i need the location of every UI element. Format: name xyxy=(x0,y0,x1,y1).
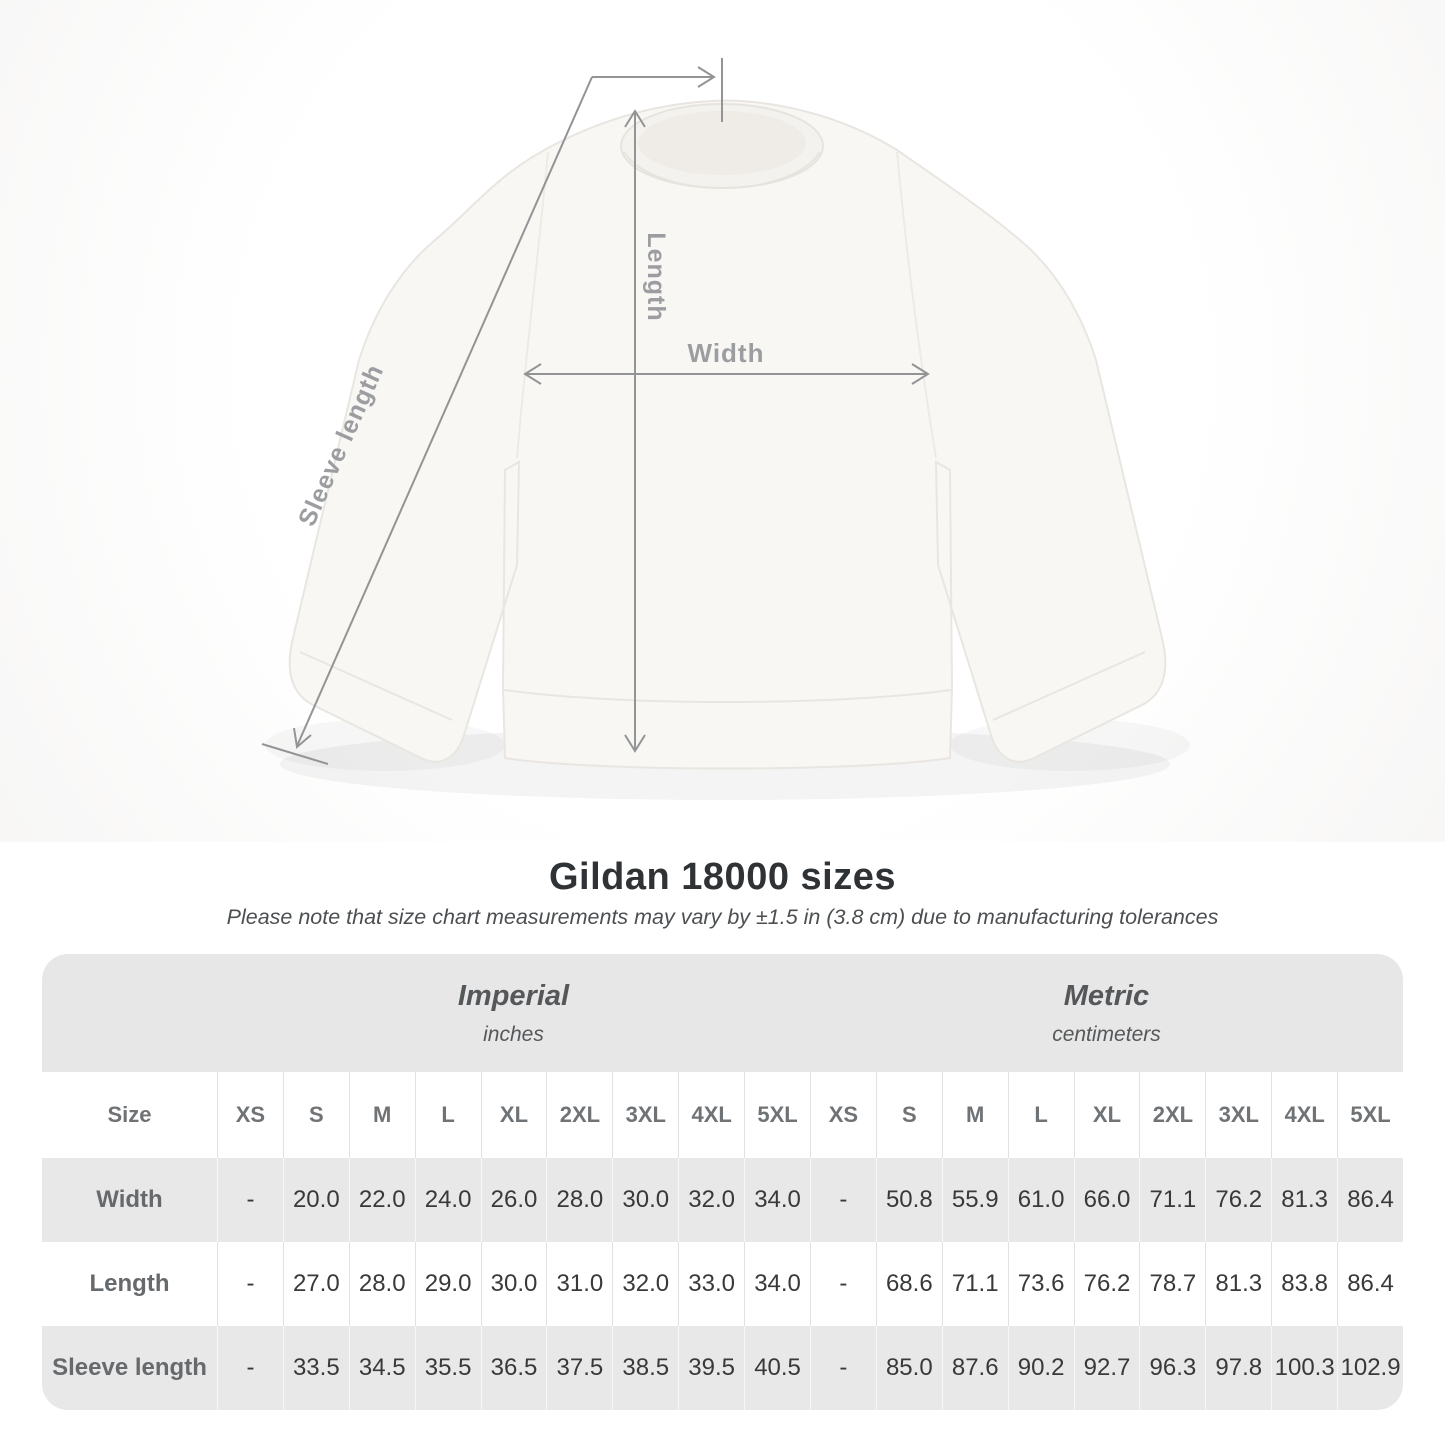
cell-width-imperial: 22.0 xyxy=(349,1158,415,1242)
row-label-length: Length xyxy=(89,1270,170,1297)
size-col-header: 2XL xyxy=(546,1072,612,1158)
imperial-label: Imperial xyxy=(457,979,570,1012)
cell-width-imperial: 30.0 xyxy=(612,1158,678,1242)
cell-width-metric: - xyxy=(810,1158,876,1242)
size-col-header: S xyxy=(283,1072,349,1158)
size-col-header: M xyxy=(349,1072,415,1158)
cell-sleeve-metric: 92.7 xyxy=(1074,1326,1140,1410)
cell-sleeve-metric: 100.3 xyxy=(1271,1326,1337,1410)
size-col-header: 4XL xyxy=(678,1072,744,1158)
cell-sleeve-metric: 85.0 xyxy=(876,1326,942,1410)
cell-width-imperial: 26.0 xyxy=(481,1158,547,1242)
size-col-header: L xyxy=(1008,1072,1074,1158)
metric-label: Metric xyxy=(1063,979,1150,1012)
cell-sleeve-imperial: - xyxy=(217,1326,283,1410)
cell-length-imperial: 33.0 xyxy=(678,1242,744,1326)
cell-sleeve-imperial: 34.5 xyxy=(349,1326,415,1410)
cell-length-metric: 73.6 xyxy=(1008,1242,1074,1326)
cell-length-metric: 78.7 xyxy=(1139,1242,1205,1326)
cell-length-metric: 86.4 xyxy=(1337,1242,1403,1326)
size-col-header: 5XL xyxy=(744,1072,810,1158)
cell-sleeve-metric: - xyxy=(810,1326,876,1410)
cell-length-imperial: 34.0 xyxy=(744,1242,810,1326)
cell-width-metric: 71.1 xyxy=(1139,1158,1205,1242)
size-column-label: Size xyxy=(107,1102,152,1127)
cell-sleeve-imperial: 37.5 xyxy=(546,1326,612,1410)
cell-width-metric: 50.8 xyxy=(876,1158,942,1242)
cell-width-metric: 66.0 xyxy=(1074,1158,1140,1242)
size-col-header: 4XL xyxy=(1271,1072,1337,1158)
size-col-header: XL xyxy=(1074,1072,1140,1158)
cell-length-metric: - xyxy=(810,1242,876,1326)
cell-length-imperial: 32.0 xyxy=(612,1242,678,1326)
cell-length-metric: 83.8 xyxy=(1271,1242,1337,1326)
cell-length-imperial: - xyxy=(217,1242,283,1326)
row-label-sleeve-length: Sleeve length xyxy=(42,1326,217,1410)
row-label-width: Width xyxy=(42,1158,217,1242)
metric-unit-label: centimeters xyxy=(1052,1022,1161,1046)
tolerance-note: Please note that size chart measurements may vary by ±1.5 in (3.8 cm) due to manufacturing tolerances xyxy=(226,905,1219,929)
cell-width-metric: 76.2 xyxy=(1205,1158,1271,1242)
cell-length-imperial: 29.0 xyxy=(415,1242,481,1326)
size-col-header: 2XL xyxy=(1139,1072,1205,1158)
size-col-header: XL xyxy=(481,1072,547,1158)
cell-width-imperial: 34.0 xyxy=(744,1158,810,1242)
size-col-header: XS xyxy=(810,1072,876,1158)
size-col-header: XS xyxy=(217,1072,283,1158)
cell-length-metric: 68.6 xyxy=(876,1242,942,1326)
cell-length-metric: 81.3 xyxy=(1205,1242,1271,1326)
cell-length-imperial: 31.0 xyxy=(546,1242,612,1326)
cell-width-metric: 55.9 xyxy=(942,1158,1008,1242)
cell-width-imperial: - xyxy=(217,1158,283,1242)
size-col-header: 3XL xyxy=(1205,1072,1271,1158)
cell-width-imperial: 24.0 xyxy=(415,1158,481,1242)
page-title: Gildan 18000 sizes xyxy=(549,856,896,898)
cell-sleeve-metric: 97.8 xyxy=(1205,1326,1271,1410)
cell-width-imperial: 32.0 xyxy=(678,1158,744,1242)
length-label: Length xyxy=(642,232,670,322)
size-col-header: L xyxy=(415,1072,481,1158)
band-spacer xyxy=(42,954,217,1072)
cell-length-imperial: 28.0 xyxy=(349,1242,415,1326)
cell-length-imperial: 30.0 xyxy=(481,1242,547,1326)
size-table xyxy=(42,954,1403,1410)
sweatshirt-body xyxy=(290,101,1166,769)
cell-width-metric: 61.0 xyxy=(1008,1158,1074,1242)
sleeve-length-label: Sleeve length xyxy=(292,359,390,531)
width-label: Width xyxy=(687,338,765,368)
cell-length-imperial: 27.0 xyxy=(283,1242,349,1326)
cell-length-metric: 71.1 xyxy=(942,1242,1008,1326)
cell-width-metric: 86.4 xyxy=(1337,1158,1403,1242)
cell-sleeve-imperial: 39.5 xyxy=(678,1326,744,1410)
cell-width-metric: 81.3 xyxy=(1271,1158,1337,1242)
imperial-header xyxy=(217,954,810,1072)
cell-length-metric: 76.2 xyxy=(1074,1242,1140,1326)
size-col-header: 3XL xyxy=(612,1072,678,1158)
imperial-unit-label: inches xyxy=(483,1022,544,1046)
cell-sleeve-imperial: 38.5 xyxy=(612,1326,678,1410)
cell-width-imperial: 28.0 xyxy=(546,1158,612,1242)
cell-width-imperial: 20.0 xyxy=(283,1158,349,1242)
cell-sleeve-imperial: 36.5 xyxy=(481,1326,547,1410)
cell-sleeve-imperial: 40.5 xyxy=(744,1326,810,1410)
cell-sleeve-metric: 90.2 xyxy=(1008,1326,1074,1410)
size-col-header: S xyxy=(876,1072,942,1158)
cell-sleeve-metric: 96.3 xyxy=(1139,1326,1205,1410)
metric-header xyxy=(810,954,1403,1072)
cell-sleeve-imperial: 33.5 xyxy=(283,1326,349,1410)
cell-sleeve-metric: 87.6 xyxy=(942,1326,1008,1410)
cell-sleeve-imperial: 35.5 xyxy=(415,1326,481,1410)
size-col-header: M xyxy=(942,1072,1008,1158)
size-col-header: 5XL xyxy=(1337,1072,1403,1158)
cell-sleeve-metric: 102.9 xyxy=(1337,1326,1403,1410)
